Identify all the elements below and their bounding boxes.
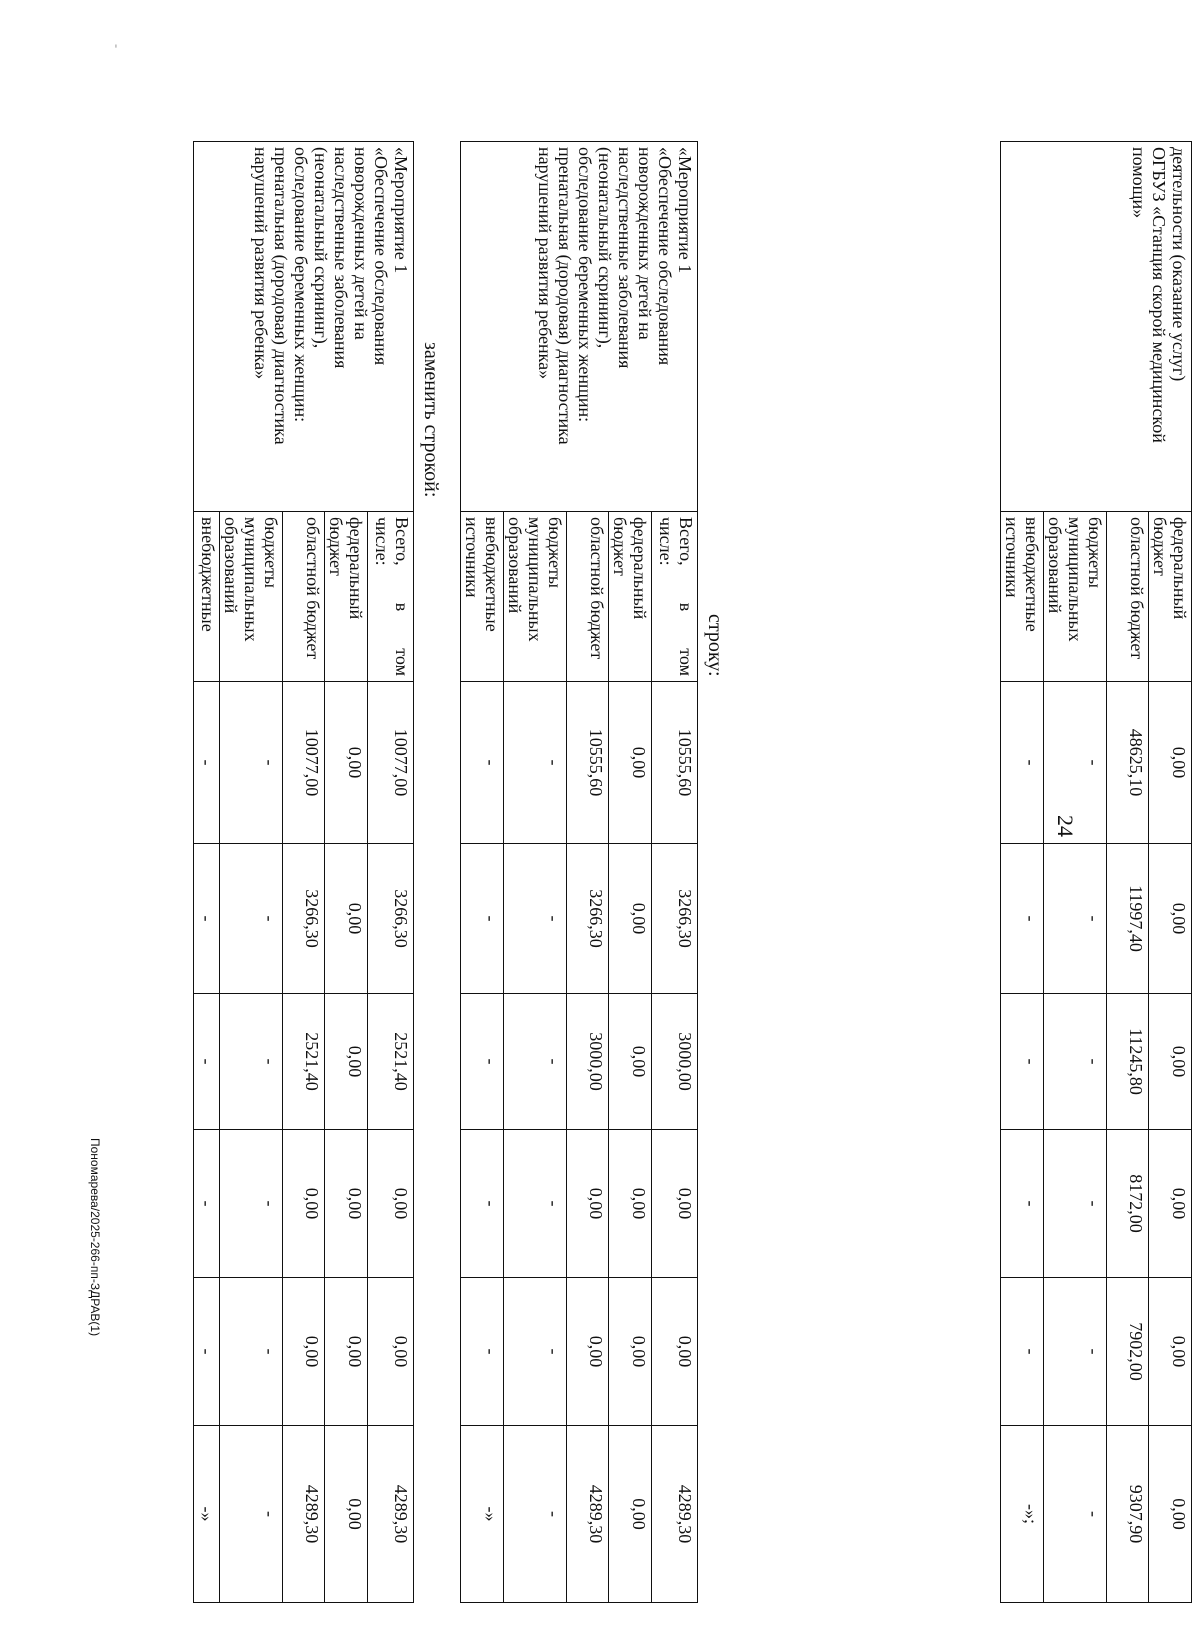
t3-municipal-v1: - (220, 844, 283, 994)
t3-federal-v5: 0,00 (325, 1426, 368, 1603)
t1-source-extrabudget: внебюджетные источники (1001, 512, 1044, 682)
t1-regional-v0: 48625,10 (1107, 682, 1149, 844)
t1-municipal-v2: - (1044, 994, 1107, 1130)
t3-total-word2: в (392, 602, 412, 612)
table-ambulance-continuation (1000, 141, 1192, 1603)
t1-municipal-v3: - (1044, 1130, 1107, 1278)
t3-regional-v3: 0,00 (283, 1130, 325, 1278)
t1-federal-v4: 0,00 (1149, 1278, 1192, 1426)
page-number: 24 (1053, 815, 1078, 837)
t2-regional-v5: 4289,30 (567, 1426, 609, 1603)
t3-federal-v4: 0,00 (325, 1278, 368, 1426)
t1-regional-v1: 11997,40 (1107, 844, 1149, 994)
t2-federal-v1: 0,00 (609, 844, 652, 994)
t2-regional-v4: 0,00 (567, 1278, 609, 1426)
t1-regional-v5: 9307,90 (1107, 1426, 1149, 1603)
t2-extrabudget-v3: - (461, 1130, 504, 1278)
t3-municipal-v0: - (220, 682, 283, 844)
t2-source-municipal: бюджеты муниципальных образований (504, 512, 567, 682)
t1-municipal-v4: - (1044, 1278, 1107, 1426)
t2-extrabudget-v5: -» (461, 1426, 504, 1603)
t2-total-v5: 4289,30 (652, 1426, 698, 1603)
t3-municipal-v5: - (220, 1426, 283, 1603)
t1-extrabudget-v4: - (1001, 1278, 1044, 1426)
label-replace: заменить строкой: (420, 342, 442, 498)
t2-regional-v1: 3266,30 (567, 844, 609, 994)
t2-total-word3: том (676, 648, 696, 676)
t1-federal-v5: 0,00 (1149, 1426, 1192, 1603)
t2-total-word1: Всего, (676, 517, 696, 566)
t2-total-v4: 0,00 (652, 1278, 698, 1426)
t1-extrabudget-v5: -»; (1001, 1426, 1044, 1603)
t1-federal-v1: 0,00 (1149, 844, 1192, 994)
t3-municipal-v4: - (220, 1278, 283, 1426)
t3-regional-v2: 2521,40 (283, 994, 325, 1130)
t2-federal-v3: 0,00 (609, 1130, 652, 1278)
t1-extrabudget-v0: - (1001, 682, 1044, 844)
t2-federal-v0: 0,00 (609, 682, 652, 844)
t2-total-word4: числе: (656, 517, 676, 566)
t1-extrabudget-v1: - (1001, 844, 1044, 994)
t3-extrabudget-v4: - (194, 1278, 220, 1426)
t3-total-v5: 4289,30 (368, 1426, 414, 1603)
t3-source-extrabudget: внебюджетные (194, 512, 220, 682)
footer-reference: Пономарева/2025-266-пп-ЗДРАВ(1) (88, 1138, 102, 1337)
t2-municipal-v5: - (504, 1426, 567, 1603)
t3-total-v3: 0,00 (368, 1130, 414, 1278)
t2-source-extrabudget: внебюджетные источники (461, 512, 504, 682)
t3-regional-v4: 0,00 (283, 1278, 325, 1426)
t1-federal-v3: 0,00 (1149, 1130, 1192, 1278)
t1-regional-v2: 11245,80 (1107, 994, 1149, 1130)
t3-federal-v1: 0,00 (325, 844, 368, 994)
t3-extrabudget-v3: - (194, 1130, 220, 1278)
t1-municipal-v5: - (1044, 1426, 1107, 1603)
t2-municipal-v4: - (504, 1278, 567, 1426)
top-mark: - (110, 44, 124, 48)
t3-source-total (368, 512, 414, 682)
t3-total-word3: том (392, 648, 412, 676)
t3-event-name: «Мероприятие 1 «Обеспечение обследования новорожденных детей на наследственные заболевания (неонатальный скрининг), обследование беременных женщин: пренатальная (дородовая) диагностика нарушений развития ребенка» (194, 142, 414, 512)
t2-extrabudget-v4: - (461, 1278, 504, 1426)
t3-total-v0: 10077,00 (368, 682, 414, 844)
t2-event-name: «Мероприятие 1 «Обеспечение обследования новорожденных детей на наследственные заболевания (неонатальный скрининг), обследование беременных женщин: пренатальная (дородовая) диагностика нарушений развития ребенка» (461, 142, 698, 512)
t1-source-municipal: бюджеты муниципальных образований (1044, 512, 1107, 682)
t3-extrabudget-v1: - (194, 844, 220, 994)
t2-source-regional: областной бюджет (567, 512, 609, 682)
table-current-row (460, 141, 698, 1603)
t1-regional-v3: 8172,00 (1107, 1130, 1149, 1278)
t2-total-v1: 3266,30 (652, 844, 698, 994)
t2-total-v0: 10555,60 (652, 682, 698, 844)
t3-source-municipal: бюджеты муниципальных образований (220, 512, 283, 682)
label-row: строку: (704, 614, 726, 677)
t3-total-word1: Всего, (392, 517, 412, 566)
t3-source-federal: федеральный бюджет (325, 512, 368, 682)
t3-total-v1: 3266,30 (368, 844, 414, 994)
t2-total-v2: 3000,00 (652, 994, 698, 1130)
t3-federal-v3: 0,00 (325, 1130, 368, 1278)
t3-federal-v0: 0,00 (325, 682, 368, 844)
t1-source-regional: областной бюджет (1107, 512, 1149, 682)
t2-total-v3: 0,00 (652, 1130, 698, 1278)
t2-regional-v2: 3000,00 (567, 994, 609, 1130)
t3-regional-v1: 3266,30 (283, 844, 325, 994)
t2-federal-v4: 0,00 (609, 1278, 652, 1426)
t3-total-word4: числе: (372, 517, 392, 566)
t2-extrabudget-v1: - (461, 844, 504, 994)
t3-federal-v2: 0,00 (325, 994, 368, 1130)
t2-extrabudget-v0: - (461, 682, 504, 844)
t3-total-v2: 2521,40 (368, 994, 414, 1130)
t3-extrabudget-v0: - (194, 682, 220, 844)
t3-regional-v0: 10077,00 (283, 682, 325, 844)
t1-extrabudget-v2: - (1001, 994, 1044, 1130)
t2-source-federal: федеральный бюджет (609, 512, 652, 682)
t2-federal-v2: 0,00 (609, 994, 652, 1130)
t2-extrabudget-v2: - (461, 994, 504, 1130)
t2-municipal-v1: - (504, 844, 567, 994)
t1-municipal-v1: - (1044, 844, 1107, 994)
t2-municipal-v2: - (504, 994, 567, 1130)
t3-municipal-v2: - (220, 994, 283, 1130)
t2-regional-v0: 10555,60 (567, 682, 609, 844)
t2-municipal-v0: - (504, 682, 567, 844)
t1-federal-v0: 0,00 (1149, 682, 1192, 844)
t1-event-name: деятельности (оказание услуг) ОГБУЗ «Станция скорой медицинской помощи» (1001, 142, 1192, 512)
t3-source-regional: областной бюджет (283, 512, 325, 682)
t2-municipal-v3: - (504, 1130, 567, 1278)
t2-regional-v3: 0,00 (567, 1130, 609, 1278)
t2-total-word2: в (676, 602, 696, 612)
table-replacement-row (193, 141, 414, 1603)
t3-regional-v5: 4289,30 (283, 1426, 325, 1603)
t1-federal-v2: 0,00 (1149, 994, 1192, 1130)
t2-federal-v5: 0,00 (609, 1426, 652, 1603)
t1-regional-v4: 7902,00 (1107, 1278, 1149, 1426)
t3-extrabudget-v2: - (194, 994, 220, 1130)
t3-municipal-v3: - (220, 1130, 283, 1278)
t2-source-total (652, 512, 698, 682)
t1-source-federal: федеральный бюджет (1149, 512, 1192, 682)
t1-municipal-v0: - (1044, 682, 1107, 844)
t3-total-v4: 0,00 (368, 1278, 414, 1426)
t3-extrabudget-v5: -» (194, 1426, 220, 1603)
t1-extrabudget-v3: - (1001, 1130, 1044, 1278)
